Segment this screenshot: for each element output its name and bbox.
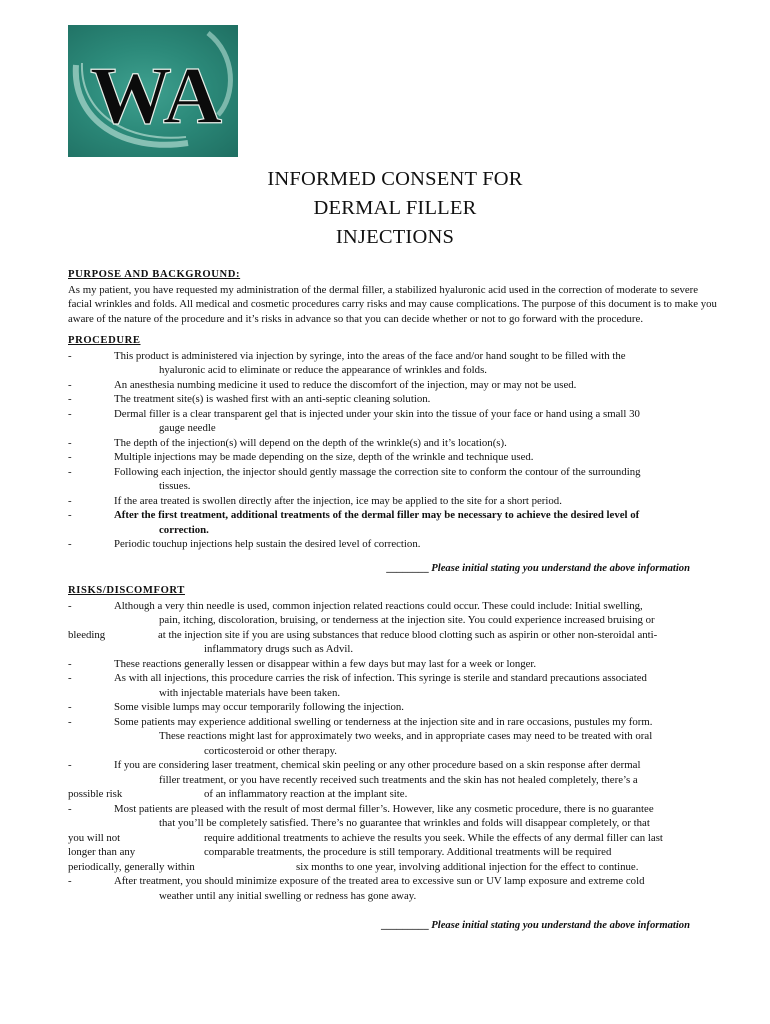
risk-item: - After treatment, you should minimize exposure of the treated area to excessive sun or UV lamp exposure and extreme cold weather until any initial swelling or redness has gone away.: [68, 875, 645, 902]
procedure-item: - An anesthesia numbing medicine it used to reduce the discomfort of the injection, may or may not be used.: [68, 378, 577, 391]
risk-item: - As with all injections, this procedure carries the risk of infection. This syringe is sterile and standard precautions associated with injectable materials have been taken.: [68, 672, 647, 699]
title-line-2: DERMAL FILLER: [313, 197, 477, 219]
procedure-item: - Periodic touchup injections help sustain the desired level of correction.: [68, 538, 421, 550]
title-line-3: INJECTIONS: [335, 226, 455, 248]
procedure-item: - Following each injection, the injector should gently massage the correction site to conform the contour of the surrounding tissues.: [68, 465, 641, 492]
procedure-item: - This product is administered via injection by syringe, into the areas of the face and/or hand sought to be filled with the hyaluronic acid to eliminate or reduce the appearance of wrinkles and folds.: [68, 349, 626, 376]
procedure-list: [68, 349, 718, 552]
logo-monogram-icon: [68, 25, 238, 157]
initial-instruction: Please initial stating you understand the above information: [431, 562, 690, 574]
risks-initial-line[interactable]: [68, 919, 690, 934]
procedure-item: - After the first treatment, additional treatments of the dermal filler may be necessary to achieve the desired level of correction.: [68, 509, 640, 536]
procedure-heading: PROCEDURE: [68, 335, 141, 346]
procedure-item: - The treatment site(s) is washed first with an anti-septic cleaning solution.: [68, 393, 431, 405]
document-body: [68, 268, 718, 942]
initial-blank[interactable]: ________: [386, 562, 429, 574]
risks-heading: RISKS/DISCOMFORT: [68, 585, 185, 596]
logo-letters: WA: [89, 50, 223, 141]
purpose-text: As my patient, you have requested my administration of the dermal filler, a stabilized hyaluronic acid used in the correction of moderate to severe facial wrinkles and folds. All medical and cosmetic procedures carry risks and may cause complications. The purpose of this document is to make you aware of the nature of the procedure and it’s risks in advance so that you can decide whether or not to go forward with the procedure.: [68, 283, 717, 325]
initial-blank[interactable]: _________: [380, 920, 429, 931]
initial-instruction: Please initial stating you understand the above information: [431, 920, 690, 931]
procedure-item: - If the area treated is swollen directly after the injection, ice may be applied to the site for a short period.: [68, 494, 562, 507]
procedure-item: - Multiple injections may be made depending on the size, depth of the wrinkle and technique used.: [68, 451, 534, 463]
purpose-section: [68, 268, 718, 326]
procedure-item: - The depth of the injection(s) will depend on the depth of the wrinkle(s) and it’s location(s).: [68, 436, 507, 449]
title-line-1: INFORMED CONSENT FOR: [267, 168, 523, 190]
risk-item: - These reactions generally lessen or disappear within a few days but may last for a week or longer.: [68, 657, 537, 670]
risk-item: - Some visible lumps may occur temporarily following the injection.: [68, 701, 404, 713]
risk-item: - Although a very thin needle is used, common injection related reactions could occur. These could include: Initial swelling, pain, itching, discoloration, bruising, or tenderness at the injection site. You could experience increased bruising or bleeding at the injection site if you are using substances that reduce blood clotting such as aspirin or other non-steroidal anti- inflammatory drugs such as Advil.: [68, 599, 658, 655]
procedure-initial-line[interactable]: [68, 562, 690, 577]
procedure-section: [68, 334, 718, 576]
risks-section: [68, 584, 718, 934]
procedure-item: - Dermal filler is a clear transparent gel that is injected under your skin into the tissue of your face or hand using a small 30 gauge needle: [68, 407, 640, 434]
document-title: [190, 165, 600, 252]
risk-item: - If you are considering laser treatment, chemical skin peeling or any other procedure based on a skin response after dermal filler treatment, or you have recently received such treatments and the skin has not healed completely, there’s a possible risk of an inflammatory reaction at the implant site.: [68, 759, 641, 800]
risk-item: - Some patients may experience additional swelling or tenderness at the injection site and in rare occasions, pustules my form. These reactions might last for approximately two weeks, and in appropriate cases may need to be treated with oral corticosteroid or other therapy.: [68, 715, 653, 757]
purpose-heading: PURPOSE AND BACKGROUND:: [68, 269, 241, 280]
risk-item: - Most patients are pleased with the result of most dermal filler’s. However, like any cosmetic procedure, there is no guarantee that you’ll be completely satisfied. There’s no guarantee that wrinkles and folds will disappear completely, or that you will not require additional treatments to achieve the results you seek. While the effects of any dermal filler can last longer than any comparable treatments, the procedure is still temporary. Additional treatments will be required periodically, generally within six months to one year, involving additional injection for the effect to continue.: [68, 802, 663, 873]
clinic-logo: [68, 25, 238, 157]
